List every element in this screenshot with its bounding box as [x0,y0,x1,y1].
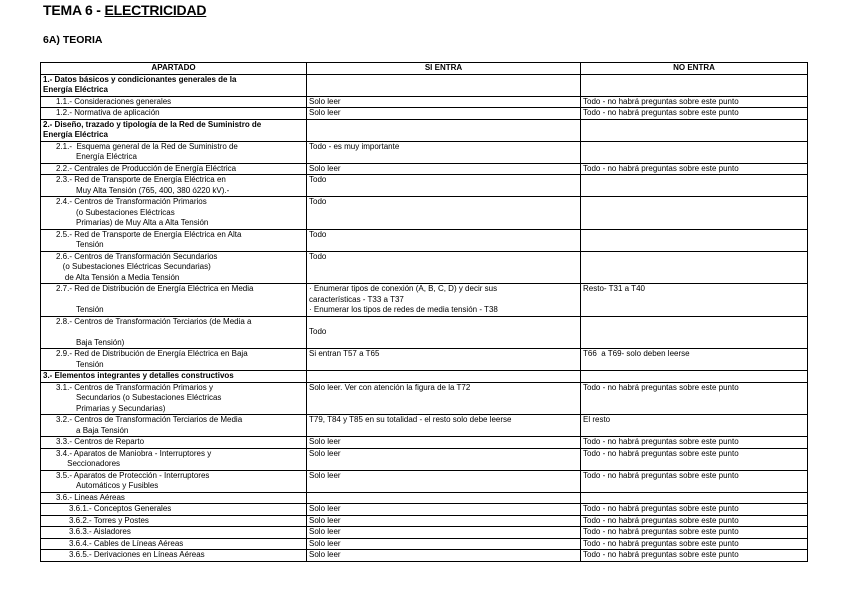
apartado-cell: 3.6.2.- Torres y Postes [41,515,307,527]
si-entra-cell: Solo leer [307,504,581,516]
no-entra-cell: Todo - no habrá preguntas sobre este punto [581,108,808,120]
apartado-cell: 2.8.- Centros de Transformación Terciarios (de Media a Baja Tensión) [41,316,307,349]
apartado-cell: 3.6.4.- Cables de Líneas Aéreas [41,538,307,550]
column-header-si-entra: SI ENTRA [307,63,581,75]
syllabus-table [40,62,808,562]
apartado-cell: 2.- Diseño, trazado y tipología de la Red de Suministro de Energía Eléctrica [41,119,307,141]
no-entra-cell: El resto [581,415,808,437]
apartado-cell: 3.- Elementos integrantes y detalles constructivos [41,371,307,383]
no-entra-cell: Todo - no habrá preguntas sobre este punto [581,382,808,415]
apartado-cell: 2.4.- Centros de Transformación Primarios (o Subestaciones Eléctricas Primarias) de Muy Alta a Alta Tensión [41,197,307,230]
apartado-cell: 3.1.- Centros de Transformación Primarios y Secundarios (o Subestaciones Eléctricas Primarias y Secundarias) [41,382,307,415]
page-title [43,2,206,18]
no-entra-cell: Todo - no habrá preguntas sobre este punto [581,448,808,470]
si-entra-cell: Solo leer [307,108,581,120]
apartado-cell: 2.1.- Esquema general de la Red de Suministro de Energía Eléctrica [41,141,307,163]
table-row [41,163,808,175]
table-row [41,349,808,371]
no-entra-cell: Todo - no habrá preguntas sobre este punto [581,470,808,492]
table-row [41,119,808,141]
table-row [41,415,808,437]
apartado-cell: 2.9.- Red de Distribución de Energía Eléctrica en Baja Tensión [41,349,307,371]
table-row [41,74,808,96]
apartado-cell: 3.2.- Centros de Transformación Terciarios de Media a Baja Tensión [41,415,307,437]
no-entra-cell: Todo - no habrá preguntas sobre este punto [581,550,808,562]
table-row [41,284,808,317]
table-row [41,550,808,562]
table-row [41,371,808,383]
no-entra-cell [581,229,808,251]
section-subtitle: 6A) TEORIA [43,34,103,46]
apartado-cell: 3.6.- Lineas Aéreas [41,492,307,504]
si-entra-cell: Solo leer [307,527,581,539]
table-row [41,141,808,163]
si-entra-cell [307,492,581,504]
apartado-cell: 3.4.- Aparatos de Maniobra - Interruptores y Seccionadores [41,448,307,470]
apartado-cell: 1.1.- Consideraciones generales [41,96,307,108]
no-entra-cell: Todo - no habrá preguntas sobre este punto [581,163,808,175]
table-body [41,74,808,561]
apartado-cell: 2.5.- Red de Transporte de Energía Eléctrica en Alta Tensión [41,229,307,251]
table-row [41,316,808,349]
no-entra-cell [581,371,808,383]
table-row [41,492,808,504]
si-entra-cell: Todo [307,197,581,230]
no-entra-cell [581,74,808,96]
no-entra-cell: Resto- T31 a T40 [581,284,808,317]
table-row [41,197,808,230]
si-entra-cell: Todo - es muy importante [307,141,581,163]
si-entra-cell [307,119,581,141]
apartado-cell: 2.3.- Red de Transporte de Energía Eléctrica en Muy Alta Tensión (765, 400, 380 ó220 kV).- [41,175,307,197]
si-entra-cell: Solo leer [307,437,581,449]
table-row [41,437,808,449]
no-entra-cell: Todo - no habrá preguntas sobre este punto [581,504,808,516]
table-row [41,108,808,120]
apartado-cell: 3.6.5.- Derivaciones en Líneas Aéreas [41,550,307,562]
table-row [41,96,808,108]
apartado-cell: 3.5.- Aparatos de Protección - Interruptores Automáticos y Fusibles [41,470,307,492]
title-prefix: TEMA 6 - [43,2,105,18]
column-header-apartado: APARTADO [41,63,307,75]
table-row [41,251,808,284]
table-row [41,382,808,415]
apartado-cell: 2.6.- Centros de Transformación Secundarios (o Subestaciones Eléctricas Secundarias) de Alta Tensión a Media Tensión [41,251,307,284]
si-entra-cell: Todo [307,175,581,197]
no-entra-cell [581,141,808,163]
si-entra-cell: Solo leer [307,163,581,175]
table-row [41,527,808,539]
no-entra-cell: Todo - no habrá preguntas sobre este punto [581,527,808,539]
table-row [41,229,808,251]
no-entra-cell: Todo - no habrá preguntas sobre este punto [581,538,808,550]
no-entra-cell: Todo - no habrá preguntas sobre este punto [581,515,808,527]
no-entra-cell [581,119,808,141]
no-entra-cell [581,175,808,197]
si-entra-cell: Solo leer [307,448,581,470]
apartado-cell: 1.2.- Normativa de aplicación [41,108,307,120]
table-row [41,175,808,197]
apartado-cell: 1.- Datos básicos y condicionantes generales de la Energía Eléctrica [41,74,307,96]
si-entra-cell: T79, T84 y T85 en su totalidad - el resto solo debe leerse [307,415,581,437]
no-entra-cell [581,251,808,284]
si-entra-cell: Solo leer [307,538,581,550]
apartado-cell: 3.6.3.- Aisladores [41,527,307,539]
no-entra-cell: Todo - no habrá preguntas sobre este punto [581,437,808,449]
si-entra-cell: Todo [307,316,581,349]
table-row [41,538,808,550]
si-entra-cell: Solo leer [307,96,581,108]
si-entra-cell: Solo leer [307,550,581,562]
si-entra-cell: · Enumerar tipos de conexión (A, B, C, D) y decir sus características - T33 a T37 · Enumerar los tipos de redes de media tensión - T38 [307,284,581,317]
table-row [41,448,808,470]
si-entra-cell: Solo leer [307,515,581,527]
table-header-row [41,63,808,75]
apartado-cell: 3.6.1.- Conceptos Generales [41,504,307,516]
no-entra-cell [581,492,808,504]
si-entra-cell: Solo leer [307,470,581,492]
si-entra-cell [307,74,581,96]
si-entra-cell [307,371,581,383]
si-entra-cell: Si entran T57 a T65 [307,349,581,371]
apartado-cell: 2.7.- Red de Distribución de Energía Eléctrica en Media Tensión [41,284,307,317]
table-row [41,515,808,527]
table-row [41,470,808,492]
si-entra-cell: Todo [307,251,581,284]
title-main: ELECTRICIDAD [104,2,207,18]
apartado-cell: 3.3.- Centros de Reparto [41,437,307,449]
column-header-no-entra: NO ENTRA [581,63,808,75]
si-entra-cell: Solo leer. Ver con atención la figura de la T72 [307,382,581,415]
no-entra-cell [581,197,808,230]
table-row [41,504,808,516]
apartado-cell: 2.2.- Centrales de Producción de Energía Eléctrica [41,163,307,175]
no-entra-cell: Todo - no habrá preguntas sobre este punto [581,96,808,108]
no-entra-cell: T66 a T69- solo deben leerse [581,349,808,371]
no-entra-cell [581,316,808,349]
si-entra-cell: Todo [307,229,581,251]
